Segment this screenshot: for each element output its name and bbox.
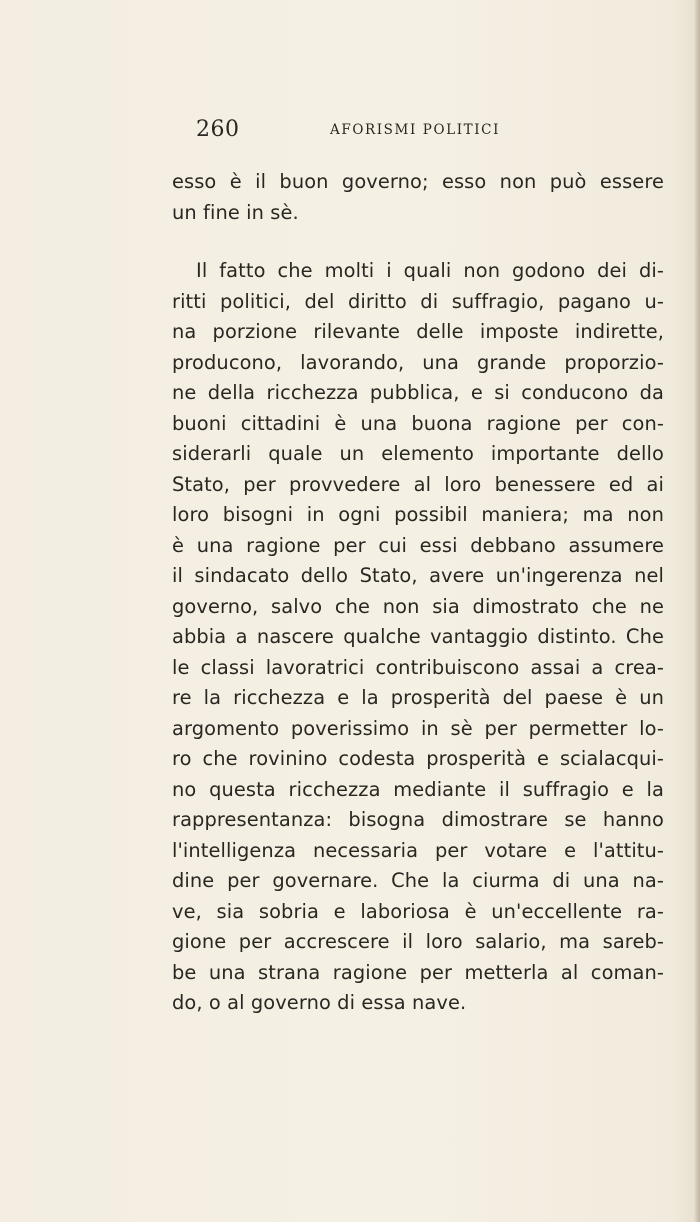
text-line: rappresentanza: bisogna dimostrare se hanno [172,808,664,831]
text-line: esso è il buon governo; esso non può essere [172,170,664,193]
text-line: governo, salvo che non sia dimostrato che ne [172,594,664,618]
text-line: ro che rovinino codesta prosperità e scialacqui- [172,747,664,770]
text-line: producono, lavorando, una grande proporzio- [172,350,664,374]
text-line: be una strana ragione per metterla al coman- [172,960,664,984]
text-line: ritti politici, del diritto di suffragio, pagano u- [172,289,664,313]
text-line: l'intelligenza necessaria per votare e l'attitu- [172,838,664,862]
text-line: re la ricchezza e la prosperità del paese è un [172,686,664,709]
text-line: abbia a nascere qualche vantaggio distinto. Che [172,625,664,648]
text-line: dine per governare. Che la ciurma di una na- [172,869,664,892]
page-header [196,117,536,147]
text-line: buoni cittadini è una buona ragione per con- [172,411,664,435]
text-line: ne della ricchezza pubblica, e si conducono da [172,381,664,404]
text-line: do, o al governo di essa nave. [172,991,467,1014]
page-number: 260 [196,117,240,142]
text-line: na porzione rilevante delle imposte indirette, [172,320,664,343]
text-line: un fine in sè. [172,200,299,224]
page-edge-shadow [694,0,700,1222]
paragraph-1 [172,167,664,228]
text-line: il sindacato dello Stato, avere un'ingerenza nel [172,564,664,587]
paragraph-2 [172,256,664,1019]
text-line: siderarli quale un elemento importante dello [172,442,664,465]
text-line: no questa ricchezza mediante il suffragio e la [172,777,664,801]
text-line: gione per accrescere il loro salario, ma sareb- [172,930,664,953]
text-line: è una ragione per cui essi debbano assumere [172,533,664,557]
text-line: loro bisogni in ogni possibil maniera; ma non [172,503,664,526]
text-line: Il fatto che molti i quali non godono dei di- [196,259,664,282]
text-line: Stato, per provvedere al loro benessere ed ai [172,472,664,496]
text-line: ve, sia sobria e laboriosa è un'eccellente ra- [172,899,664,923]
text-line: argomento poverissimo in sè per permetter lo- [172,716,664,740]
text-line: le classi lavoratrici contribuiscono assai a crea- [172,655,664,679]
running-title: AFORISMI POLITICI [330,122,501,138]
